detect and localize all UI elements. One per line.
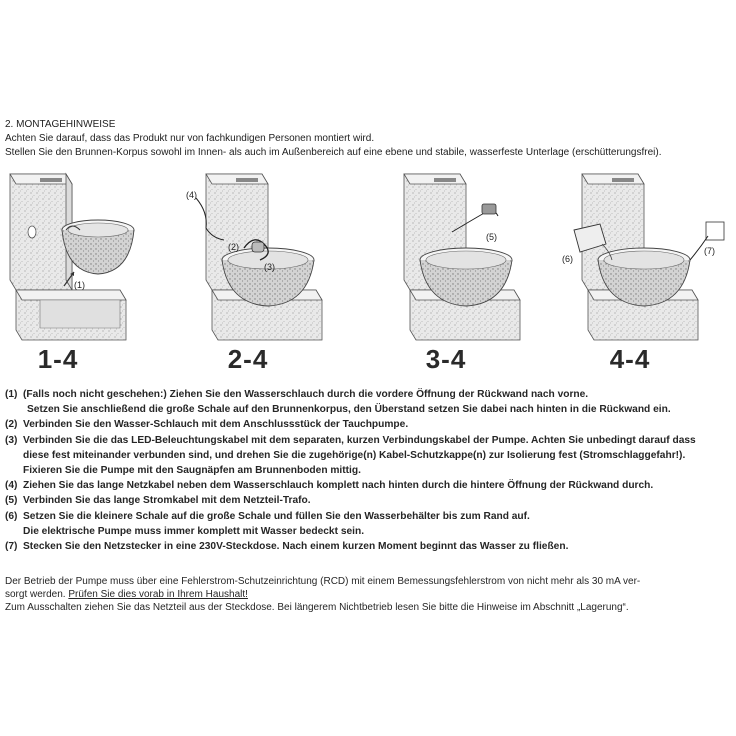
instruction-steps <box>5 387 733 554</box>
step-6-cont <box>5 524 733 539</box>
fountain-illustration-3 <box>382 168 550 346</box>
footer-notes <box>5 575 733 614</box>
step-4 <box>5 478 733 493</box>
step-text: Fixieren Sie die Pumpe mit den Saugnäpfen am Brunnenboden mittig. <box>23 465 361 477</box>
step-text: Verbinden Sie die das LED-Beleuchtungskabel mit dem separaten, kurzen Verbindungskabel der Pumpe. Achten Sie unbedingt darauf dass <box>23 434 696 446</box>
figure-step-3 <box>382 168 550 378</box>
rcd-note-line-2 <box>5 588 733 601</box>
step-1-cont <box>5 402 733 417</box>
step-number: (2) <box>5 419 18 431</box>
step-7 <box>5 539 733 554</box>
step-2 <box>5 417 733 432</box>
fountain-illustration-4 <box>560 168 728 346</box>
step-number: (4) <box>5 480 18 492</box>
step-text: Die elektrische Pumpe muss immer komplett mit Wasser bedeckt sein. <box>23 525 365 537</box>
step-number: (1) <box>5 389 18 400</box>
callout-5: (5) <box>486 232 497 242</box>
step-number: (3) <box>5 434 18 446</box>
fountain-illustration-2 <box>184 168 352 346</box>
callout-2: (2) <box>228 242 239 252</box>
callout-7: (7) <box>704 246 715 256</box>
intro-line-1: Achten Sie darauf, dass das Produkt nur von fachkundigen Personen montiert wird. <box>5 133 375 144</box>
step-number: (6) <box>5 510 18 522</box>
rcd-note-text: sorgt werden. <box>5 589 69 600</box>
figure-label-3: 3-4 <box>425 344 467 374</box>
step-5 <box>5 493 733 508</box>
callout-1: (1) <box>74 280 85 290</box>
figure-step-2 <box>184 168 352 378</box>
step-text: (Falls noch nicht geschehen:) Ziehen Sie den Wasserschlauch durch die vordere Öffnung der Rückwand nach vorne. <box>23 389 589 400</box>
step-text: Setzen Sie anschließend die große Schale auf den Brunnenkorpus, den Überstand setzen Sie dabei nach hinten in die Rückwand ein. <box>27 404 671 416</box>
fountain-illustration-1 <box>0 168 168 346</box>
illustration-row <box>0 168 736 378</box>
section-header <box>5 118 733 160</box>
figure-label-2: 2-4 <box>227 344 269 374</box>
step-1 <box>5 387 733 402</box>
step-6 <box>5 509 733 524</box>
step-text: Setzen Sie die kleinere Schale auf die große Schale und füllen Sie den Wasserbehälter bis zum Rand auf. <box>23 510 530 522</box>
figure-step-1 <box>0 168 168 378</box>
step-text: Stecken Sie den Netzstecker in eine 230V-Steckdose. Nach einem kurzen Moment beginnt das Wasser zu fließen. <box>23 541 569 553</box>
switch-off-note: Zum Ausschalten ziehen Sie das Netzteil aus der Steckdose. Bei längerem Nichtbetrieb lesen Sie bitte die Hinweise im Abschnitt „Lagerung“. <box>5 602 629 613</box>
step-text: diese fest miteinander verbunden sind, und drehen Sie die zugehörige(n) Kabel-Schutzkappe(n) zur Isolierung fest (Stromschlaggefahr!). <box>23 449 686 461</box>
figure-step-4 <box>560 168 728 378</box>
step-3-cont <box>5 448 733 463</box>
step-text: Verbinden Sie das lange Stromkabel mit dem Netzteil-Trafo. <box>23 495 311 507</box>
step-number: (5) <box>5 495 18 507</box>
rcd-note-line-1: Der Betrieb der Pumpe muss über eine Fehlerstrom-Schutzeinrichtung (RCD) mit einem Bemessungsfehlerstrom von nicht mehr als 30 mA ver- <box>5 576 641 587</box>
callout-3: (3) <box>264 262 275 272</box>
figure-label-4: 4-4 <box>609 344 651 374</box>
step-text: Verbinden Sie den Wasser-Schlauch mit dem Anschlussstück der Tauchpumpe. <box>23 419 409 431</box>
step-number: (7) <box>5 541 18 553</box>
section-title: 2. MONTAGEHINWEISE <box>5 119 116 130</box>
intro-line-2: Stellen Sie den Brunnen-Korpus sowohl im Innen- als auch im Außenbereich auf eine ebene und stabile, wasserfeste Unterlage (erschütterungsfrei). <box>5 147 662 158</box>
rcd-note-warning: Prüfen Sie dies vorab in Ihrem Haushalt! <box>68 589 248 600</box>
step-3-cont <box>5 463 733 478</box>
step-text: Ziehen Sie das lange Netzkabel neben dem Wasserschlauch komplett nach hinten durch die hintere Öffnung der Rückwand durch. <box>23 480 654 492</box>
step-3 <box>5 433 733 448</box>
callout-4: (4) <box>186 190 197 200</box>
callout-6: (6) <box>562 254 573 264</box>
figure-label-1: 1-4 <box>37 344 79 374</box>
